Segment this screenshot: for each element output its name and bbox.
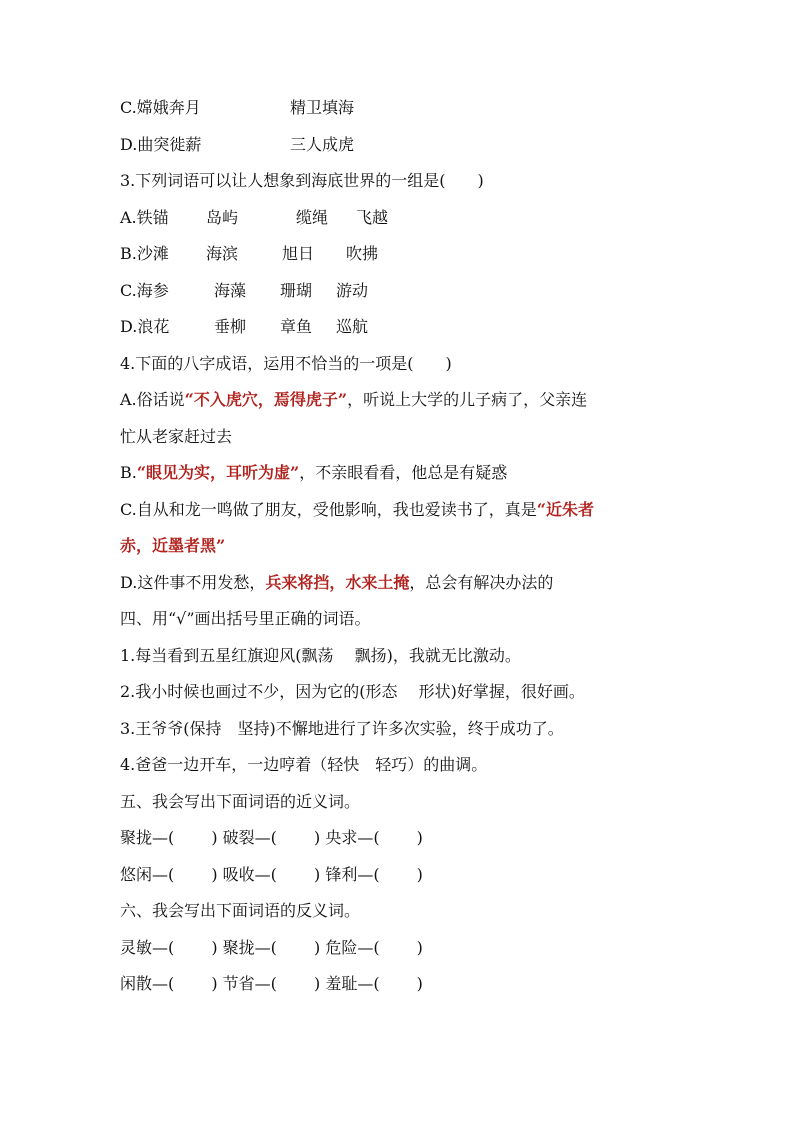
word: 吹拂 (346, 244, 379, 263)
text: ，不亲眼看看，他总是有疑惑 (299, 463, 508, 482)
section-6-heading: 六、我会写出下面词语的反义词。 (120, 901, 361, 920)
idiom-highlight: “眼见为实，耳听为虚” (136, 463, 300, 482)
section-6-row-1: 灵敏—( ) 聚拢—( ) 危险—( ) (120, 937, 423, 957)
section-5-row-1: 聚拢—( ) 破裂—( ) 央求—( ) (120, 828, 423, 847)
word: C.海参 (120, 280, 169, 300)
option-b-q3 (120, 236, 680, 273)
section-5-row-2: 悠闲—( ) 吸收—( ) 锋利—( ) (120, 864, 423, 884)
text: ，听说上大学的儿子病了，父亲连 (347, 390, 588, 409)
option-c-word2: 精卫填海 (290, 98, 355, 117)
word: 珊瑚 (280, 280, 313, 300)
section-4-heading: 四、用“√”画出括号里正确的词语。 (120, 609, 371, 628)
text: B. (120, 463, 137, 482)
section-4-item-3: 3.王爷爷(保持 坚持)不懈地进行了许多次实验，终于成功了。 (120, 718, 564, 738)
section-4-item-2: 2.我小时候也画过不少，因为它的(形态 形状)好掌握，很好画。 (120, 682, 585, 701)
word: 岛屿 (206, 207, 239, 227)
option-b-q4 (120, 455, 680, 492)
idiom-highlight: 兵来将挡，水来土掩 (265, 572, 410, 592)
word: 章鱼 (280, 317, 313, 336)
option-a-q3 (120, 200, 680, 237)
word: 垂柳 (214, 317, 247, 336)
text: A.俗话说 (120, 390, 185, 409)
word: 海藻 (214, 280, 247, 300)
worksheet-page (120, 90, 680, 1003)
word: A.铁锚 (120, 207, 169, 227)
option-c-q3 (120, 273, 680, 310)
idiom-highlight: “不入虎穴，焉得虎子” (184, 390, 348, 409)
section-4-item-4: 4.爸爸一边开车，一边哼着（轻快 轻巧）的曲调。 (120, 755, 488, 774)
word: D.浪花 (120, 317, 170, 336)
section-6-row-2: 闲散—( ) 节省—( ) 羞耻—( ) (120, 974, 423, 993)
word: 游动 (336, 280, 369, 300)
option-d-q3 (120, 309, 680, 346)
question-4: 4.下面的八字成语，运用不恰当的一项是( ) (120, 353, 452, 373)
text: D.这件事不用发愁， (120, 572, 266, 592)
option-c-q4-cont (120, 528, 680, 565)
option-c-q4 (120, 492, 680, 529)
option-d-q4 (120, 565, 680, 602)
option-a-q4-cont: 忙从老家赶过去 (120, 426, 233, 446)
option-c-word1: C.嫦娥奔月 (120, 98, 201, 117)
word: 缆绳 (296, 207, 329, 227)
text: ，总会有解决办法的 (409, 572, 554, 592)
idiom-highlight: 赤，近墨者黑” (120, 536, 226, 555)
question-3: 3.下列词语可以让人想象到海底世界的一组是( ) (120, 171, 484, 190)
option-a-q4 (120, 382, 680, 419)
text: C.自从和龙一鸣做了朋友，受他影响，我也爱读书了，真是 (120, 499, 537, 519)
option-d-word1: D.曲突徙薪 (120, 134, 202, 154)
word: 海滨 (206, 244, 239, 263)
option-d-q2 (120, 127, 680, 164)
word: 旭日 (282, 244, 315, 263)
word: 巡航 (336, 317, 369, 336)
section-5-heading: 五、我会写出下面词语的近义词。 (120, 791, 361, 811)
option-c-q2 (120, 90, 680, 127)
word: 飞越 (356, 207, 389, 227)
idiom-highlight: “近朱者 (536, 499, 594, 519)
word: B.沙滩 (120, 244, 169, 263)
option-d-word2: 三人成虎 (290, 134, 355, 154)
section-4-item-1: 1.每当看到五星红旗迎风(飘荡 飘扬)，我就无比激动。 (120, 645, 521, 665)
